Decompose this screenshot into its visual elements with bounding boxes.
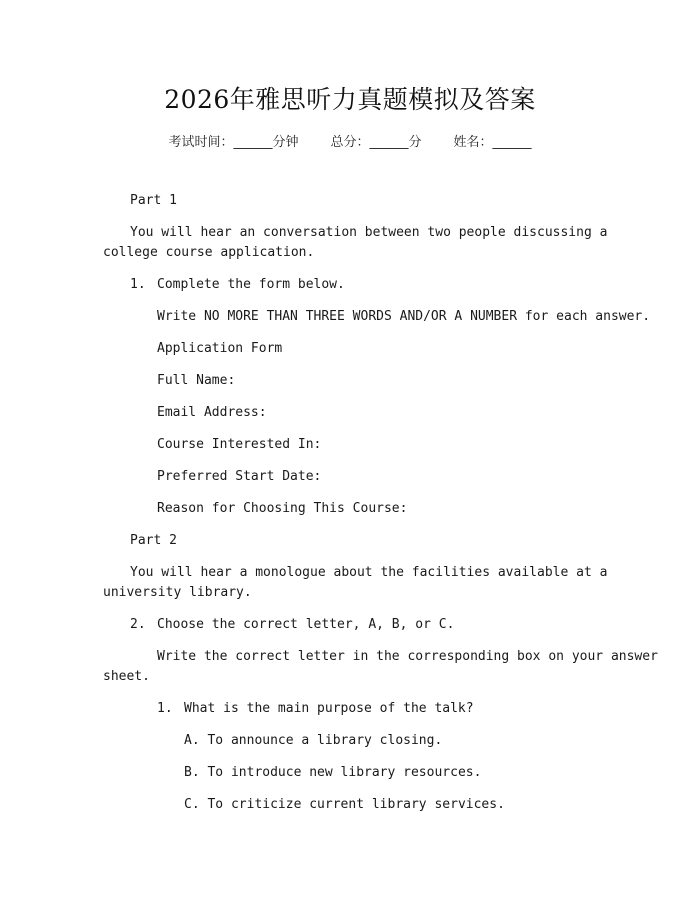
question-1 [130, 275, 345, 295]
part1-heading: Part 1 [130, 193, 177, 208]
option-a [184, 731, 442, 751]
page-title: 2026年雅思听力真题模拟及答案 [164, 85, 536, 114]
form-field-start-date: Preferred Start Date: [157, 469, 322, 484]
option-c [184, 795, 505, 815]
form-field-course: Course Interested In: [157, 437, 322, 452]
option-b [184, 763, 481, 783]
name-label: 姓名：______ [453, 135, 532, 150]
sub-question-1-number: 1. [157, 701, 173, 716]
option-b-text: To introduce new library resources. [207, 765, 482, 780]
question-1-number: 1. [130, 277, 146, 292]
option-a-letter: A. [184, 733, 200, 748]
option-b-letter: B. [184, 765, 200, 780]
form-field-full-name: Full Name: [157, 373, 236, 388]
question-2-number: 2. [130, 617, 146, 632]
part2-instruction-line1: Write the correct letter in the corresponding box on your answer [157, 649, 658, 664]
question-2-text: Choose the correct letter, A, B, or C. [157, 617, 455, 632]
sub-question-1-text: What is the main purpose of the talk? [184, 701, 474, 716]
part2-heading: Part 2 [130, 533, 177, 548]
total-score-label: 总分：______分 [330, 135, 422, 150]
question-1-text: Complete the form below. [157, 277, 345, 292]
part1-intro-line2: college course application. [103, 245, 315, 260]
option-c-text: To criticize current library services. [207, 797, 505, 812]
question-2 [130, 615, 454, 635]
exam-time-label: 考试时间：______分钟 [168, 135, 299, 150]
part2-instruction-line2: sheet. [103, 669, 150, 684]
form-field-email: Email Address: [157, 405, 267, 420]
exam-info-line [0, 131, 700, 150]
form-field-reason: Reason for Choosing This Course: [157, 501, 408, 516]
option-c-letter: C. [184, 797, 200, 812]
form-title: Application Form [157, 341, 283, 356]
part2-intro-line1: You will hear a monologue about the facilities available at a [130, 565, 608, 580]
part2-intro-line2: university library. [103, 585, 252, 600]
part1-instruction: Write NO MORE THAN THREE WORDS AND/OR A NUMBER for each answer. [157, 309, 651, 324]
part1-intro-line1: You will hear an conversation between two people discussing a [130, 225, 608, 240]
option-a-text: To announce a library closing. [207, 733, 443, 748]
sub-question-1 [157, 699, 474, 719]
